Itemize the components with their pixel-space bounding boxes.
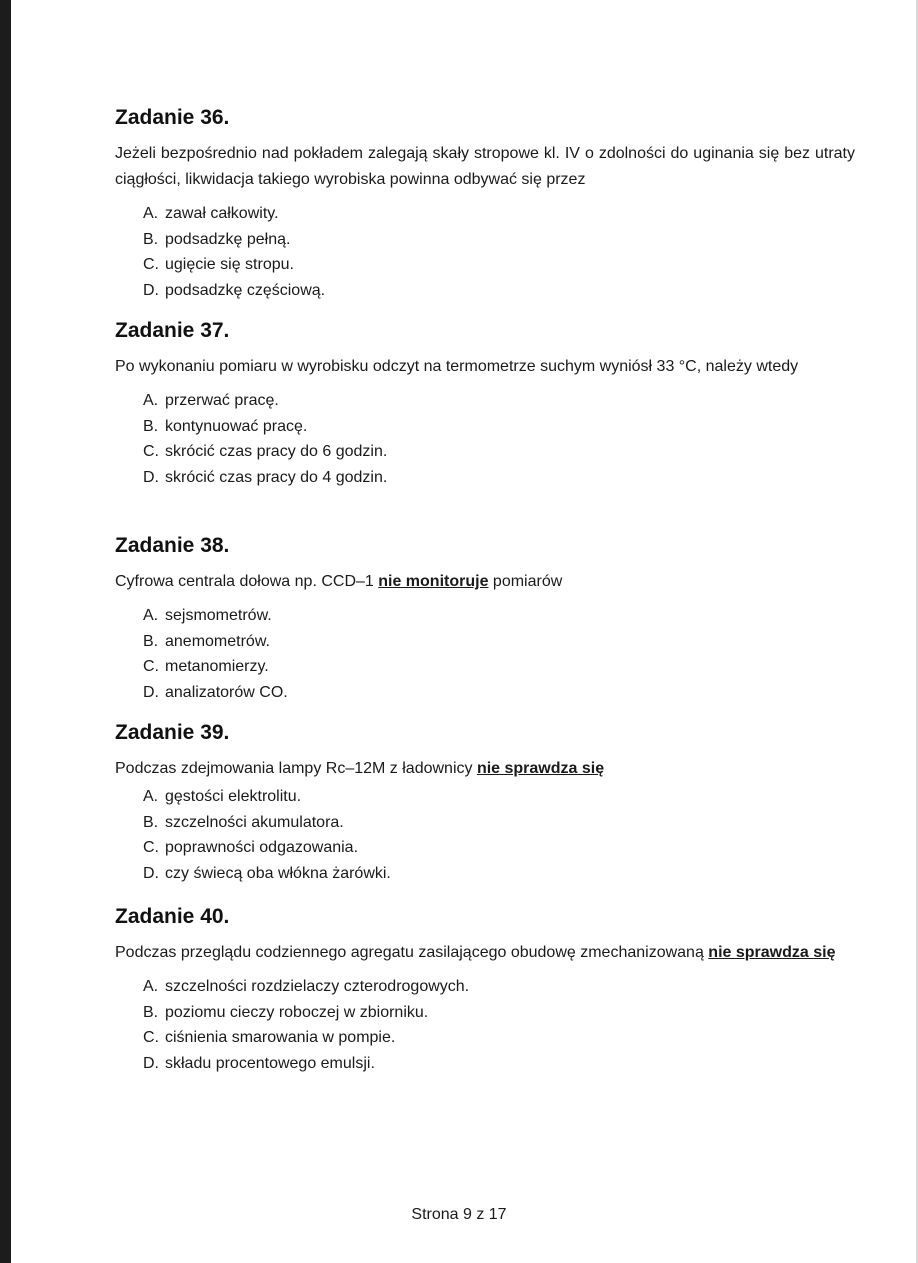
answer-d: D. czy świecą oba włókna żarówki. <box>143 864 391 882</box>
answer-list <box>115 603 855 705</box>
answer-list <box>115 388 855 490</box>
answer-a: A. szczelności rozdzielaczy czterodrogowych. <box>143 978 470 995</box>
task-question: Podczas zdejmowania lampy Rc–12M z ładownicy nie sprawdza się <box>115 760 605 777</box>
answer-b: B. poziomu cieczy roboczej w zbiorniku. <box>143 1003 429 1021</box>
answer-d: D. składu procentowego emulsji. <box>143 1054 375 1072</box>
answer-list <box>115 201 855 303</box>
task-title: Zadanie 36. <box>115 106 230 129</box>
task-40 <box>115 904 855 1076</box>
answer-d: D. skrócić czas pracy do 4 godzin. <box>143 468 388 486</box>
page-number: Strona 9 z 17 <box>411 1206 507 1223</box>
answer-list <box>115 974 855 1076</box>
answer-list <box>115 784 855 886</box>
task-question: Podczas przeglądu codziennego agregatu zasilającego obudowę zmechanizowaną nie sprawdza się <box>115 944 836 961</box>
answer-c: C. metanomierzy. <box>143 658 269 675</box>
answer-b: B. kontynuować pracę. <box>143 417 308 435</box>
task-title: Zadanie 38. <box>115 534 230 557</box>
answer-d: D. analizatorów CO. <box>143 683 288 701</box>
answer-a: A. gęstości elektrolitu. <box>143 788 302 805</box>
task-title: Zadanie 39. <box>115 721 230 744</box>
answer-b: B. podsadzkę pełną. <box>143 230 291 248</box>
answer-c: C. ciśnienia smarowania w pompie. <box>143 1029 396 1046</box>
answer-c: C. ugięcie się stropu. <box>143 256 294 273</box>
question-emphasis: nie sprawdza się <box>708 944 836 961</box>
task-title: Zadanie 40. <box>115 905 230 928</box>
answer-a: A. zawał całkowity. <box>143 205 279 222</box>
task-39 <box>115 720 855 886</box>
scan-left-edge <box>0 0 11 1263</box>
question-emphasis: nie monitoruje <box>378 573 489 590</box>
answer-c: C. poprawności odgazowania. <box>143 839 359 856</box>
answer-d: D. podsadzkę częściową. <box>143 281 326 299</box>
answer-a: A. sejsmometrów. <box>143 607 272 624</box>
task-36 <box>115 105 855 303</box>
task-question: Po wykonaniu pomiaru w wyrobisku odczyt na termometrze suchym wyniósł 33 °C, należy wtedy <box>115 358 799 375</box>
answer-a: A. przerwać pracę. <box>143 392 279 409</box>
answer-b: B. szczelności akumulatora. <box>143 813 344 831</box>
task-38 <box>115 533 855 705</box>
task-question: Jeżeli bezpośrednio nad pokładem zalegają skały stropowe kl. IV o zdolności do uginania się bez utraty ciągłości, likwidacja takiego wyrobiska powinna odbywać się przez <box>115 145 855 188</box>
task-title: Zadanie 37. <box>115 319 230 342</box>
question-emphasis: nie sprawdza się <box>476 760 605 777</box>
task-37 <box>115 318 855 490</box>
answer-b: B. anemometrów. <box>143 632 270 650</box>
task-question: Cyfrowa centrala dołowa np. CCD–1 nie monitoruje pomiarów <box>115 573 563 590</box>
answer-c: C. skrócić czas pracy do 6 godzin. <box>143 443 388 460</box>
